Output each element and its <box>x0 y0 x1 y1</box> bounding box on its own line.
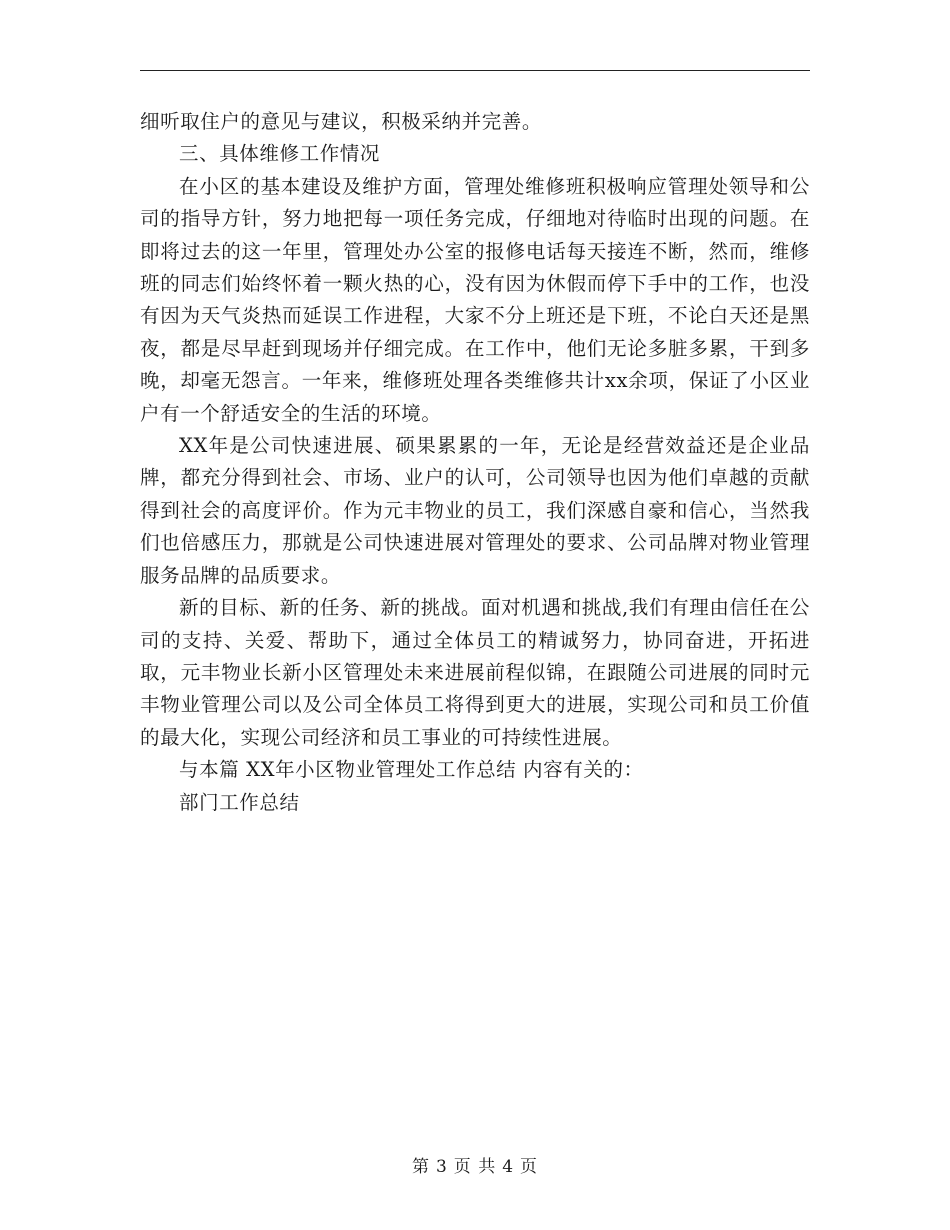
paragraph-2: 在小区的基本建设及维护方面，管理处维修班积极响应管理处领导和公司的指导方针，努力地把每一项任务完成，仔细地对待临时出现的问题。在即将过去的这一年里，管理处办公室的报修电话每天接连不断，然而，维修班的同志们始终怀着一颗火热的心，没有因为休假而停下手中的工作，也没有因为天气炎热而延误工作进程，大家不分上班还是下班，不论白天还是黑夜，都是尽早赶到现场并仔细完成。在工作中，他们无论多脏多累，干到多晚，却毫无怨言。一年来，维修班处理各类维修共计xx余项，保证了小区业户有一个舒适安全的生活的环境。 <box>140 174 810 425</box>
footer-suffix: 页 <box>520 1157 539 1177</box>
related-article-link[interactable]: 部门工作总结 <box>179 790 300 814</box>
paragraph-4: 新的目标、新的任务、新的挑战。面对机遇和挑战,我们有理由信任在公司的支持、关爱、帮助下，通过全体员工的精诚努力，协同奋进，开拓进取，元丰物业长新小区管理处未来进展前程似锦，在跟随公司进展的同时元丰物业管理公司以及公司全体员工将得到更大的进展，实现公司和员工价值的最大化，实现公司经济和员工事业的可持续性进展。 <box>140 596 810 749</box>
footer-prefix: 第 <box>411 1157 430 1177</box>
document-body <box>140 106 810 819</box>
footer-middle: 页 共 <box>453 1157 497 1177</box>
paragraph-1: 细听取住户的意见与建议，积极采纳并完善。 <box>140 110 543 133</box>
current-page-number: 3 <box>435 1157 448 1177</box>
paragraph-3: XX年是公司快速进展、硕果累累的一年，无论是经营效益还是企业品牌，都充分得到社会、市场、业户的认可，公司领导也因为他们卓越的贡献得到社会的高度评价。作为元丰物业的员工，我们深感自豪和信心，当然我们也倍感压力，那就是公司快速进展对管理处的要求、公司品牌对物业管理服务品牌的品质要求。 <box>140 434 810 587</box>
related-articles-label: 与本篇 XX年小区物业管理处工作总结 内容有关的： <box>179 758 644 782</box>
section-heading: 三、具体维修工作情况 <box>179 142 381 166</box>
total-pages-number: 4 <box>502 1157 515 1177</box>
page-footer <box>0 1152 950 1177</box>
header-rule <box>140 70 810 71</box>
